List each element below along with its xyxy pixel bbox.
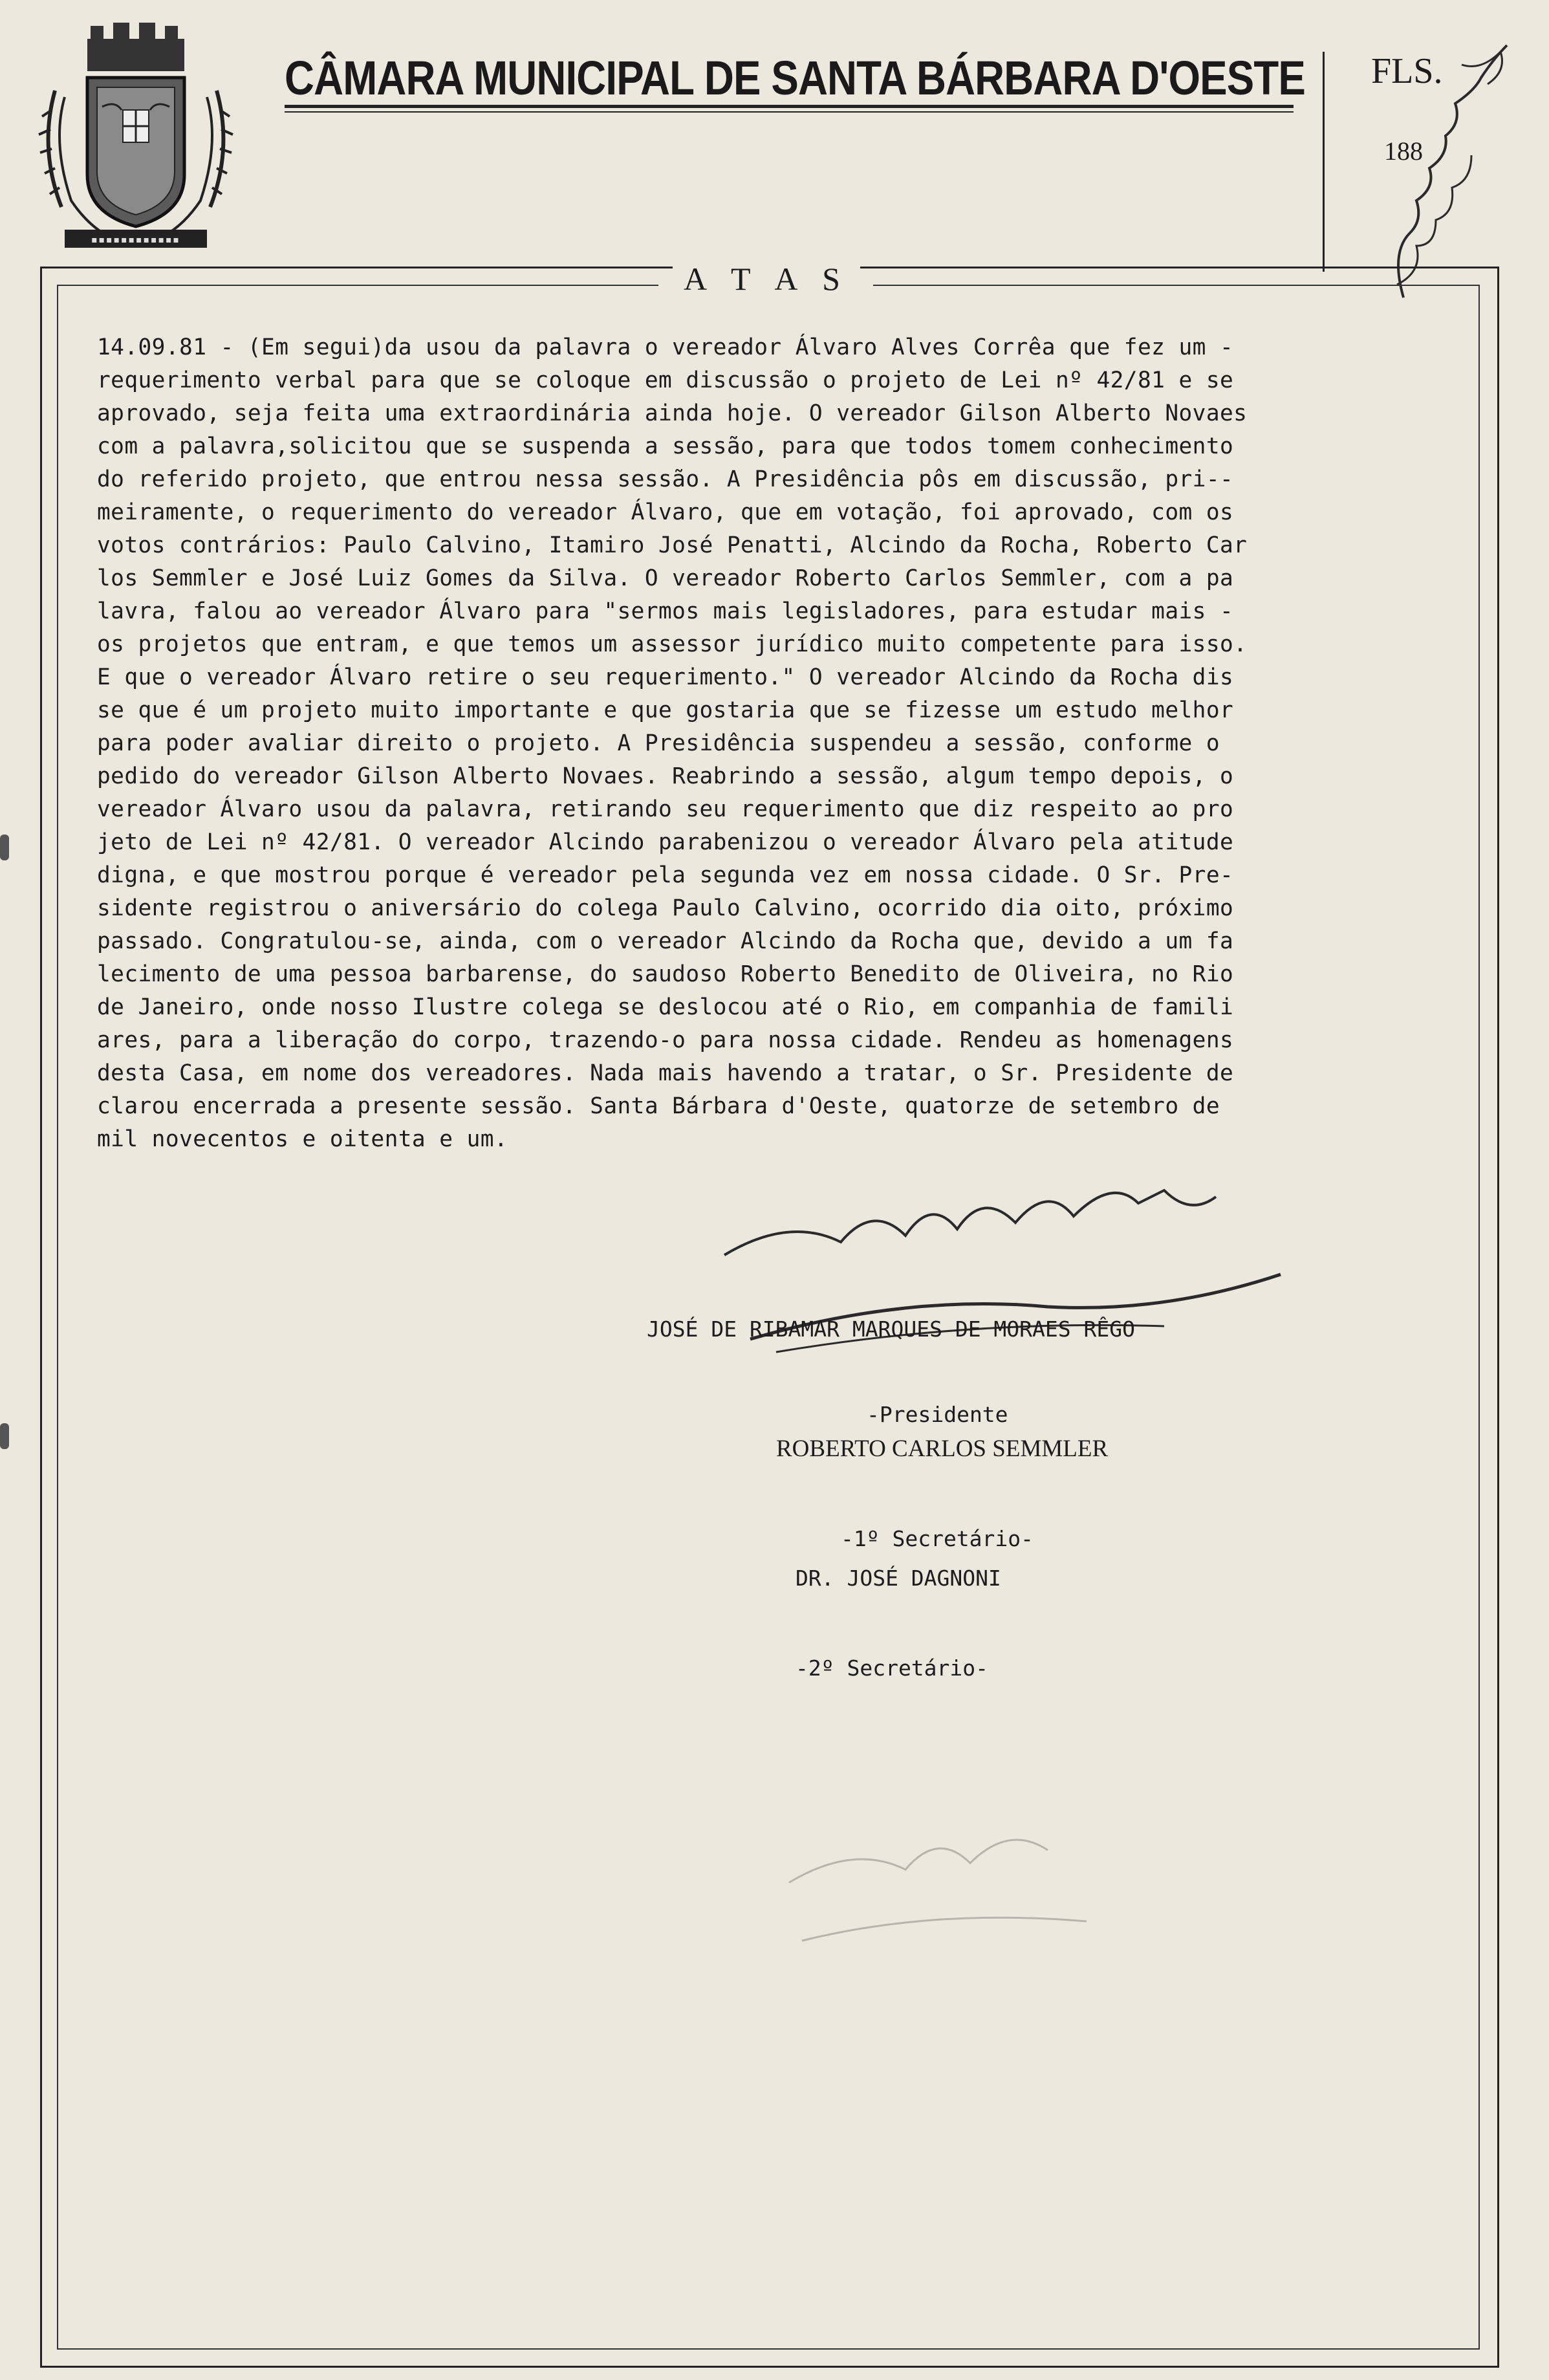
minutes-line: sidente registrou o aniversário do colega Paulo Calvino, ocorrido dia oito, próximo (97, 895, 1234, 921)
minutes-line: desta Casa, em nome dos vereadores. Nada mais havendo a tratar, o Sr. Presidente de (97, 1060, 1234, 1086)
minutes-line: pedido do vereador Gilson Alberto Novaes. Reabrindo a sessão, algum tempo depois, o (97, 763, 1234, 789)
president-role: -Presidente (867, 1402, 1008, 1427)
minutes-line: 14.09.81 - (Em segui)da usou da palavra o vereador Álvaro Alves Corrêa que fez um - (97, 334, 1234, 360)
header-rule-thick (285, 105, 1294, 108)
president-name: JOSÉ DE RIBAMAR MARQUES DE MORAES RÊGO (647, 1316, 1135, 1342)
first-secretary-name: ROBERTO CARLOS SEMMLER (776, 1436, 1109, 1462)
atas-rule-right (873, 285, 1479, 286)
minutes-line: vereador Álvaro usou da palavra, retirando seu requerimento que diz respeito ao pro (97, 796, 1234, 822)
minutes-line: lecimento de uma pessoa barbarense, do saudoso Roberto Benedito de Oliveira, no Rio (97, 961, 1234, 987)
header-rule-thin (285, 111, 1294, 113)
minutes-body (97, 331, 1449, 1156)
folio-divider (1323, 52, 1325, 272)
minutes-line: os projetos que entram, e que temos um assessor jurídico muito competente para isso. (97, 631, 1248, 657)
first-secretary-role: -1º Secretário- (841, 1526, 1034, 1551)
minutes-line: requerimento verbal para que se coloque em discussão o projeto de Lei nº 42/81 e se (97, 367, 1234, 393)
minutes-line: meiramente, o requerimento do vereador Álvaro, que em votação, foi aprovado, com os (97, 499, 1234, 525)
section-title: A T A S (673, 260, 860, 298)
atas-rule-left (57, 285, 658, 286)
minutes-line: votos contrários: Paulo Calvino, Itamiro José Penatti, Alcindo da Rocha, Roberto Car (97, 532, 1248, 558)
faint-seal-stamp (776, 1811, 1099, 2005)
minutes-line: se que é um projeto muito importante e que gostaria que se fizesse um estudo melhor (97, 697, 1234, 723)
second-secretary-name: DR. JOSÉ DAGNONI (796, 1566, 1001, 1591)
second-secretary-signature (796, 1507, 1001, 1716)
binding-mark-lower (0, 1423, 9, 1449)
minutes-line: lavra, falou ao vereador Álvaro para "sermos mais legisladores, para estudar mais - (97, 598, 1234, 624)
institution-title: CÂMARA MUNICIPAL DE SANTA BÁRBARA D'OESTE (285, 51, 1305, 105)
minutes-line: jeto de Lei nº 42/81. O vereador Alcindo parabenizou o vereador Álvaro pela atitude (97, 829, 1234, 855)
minutes-line: ares, para a liberação do corpo, trazendo-o para nossa cidade. Rendeu as homenagens (97, 1027, 1234, 1053)
second-secretary-role: -2º Secretário- (796, 1655, 989, 1681)
minutes-line: do referido projeto, que entrou nessa sessão. A Presidência pôs em discussão, pri-- (97, 466, 1234, 492)
folio-label: FLS. (1371, 51, 1443, 91)
minutes-line: para poder avaliar direito o projeto. A Presidência suspendeu a sessão, conforme o (97, 730, 1220, 756)
minutes-line: digna, e que mostrou porque é vereador pela segunda vez em nossa cidade. O Sr. Pre- (97, 862, 1234, 888)
minutes-line: los Semmler e José Luiz Gomes da Silva. O vereador Roberto Carlos Semmler, com a pa (97, 565, 1234, 591)
svg-text:▪▪▪▪▪▪▪▪▪▪▪▪: ▪▪▪▪▪▪▪▪▪▪▪▪ (91, 235, 180, 245)
minutes-line: aprovado, seja feita uma extraordinária ainda hoje. O vereador Gilson Alberto Novaes (97, 400, 1248, 426)
minutes-line: clarou encerrada a presente sessão. Santa Bárbara d'Oeste, quatorze de setembro de (97, 1093, 1220, 1119)
minutes-line: E que o vereador Álvaro retire o seu requerimento." O vereador Alcindo da Rocha dis (97, 664, 1234, 690)
minutes-line: passado. Congratulou-se, ainda, com o vereador Alcindo da Rocha que, devido a um fa (97, 928, 1234, 954)
binding-mark-upper (0, 835, 9, 860)
minutes-line: de Janeiro, onde nosso Ilustre colega se deslocou até o Rio, em companhia de famili (97, 994, 1234, 1020)
coat-of-arms-logo (26, 13, 246, 259)
minutes-line: com a palavra,solicitou que se suspenda a sessão, para que todos tomem conhecimento (97, 433, 1234, 459)
minutes-line: mil novecentos e oitenta e um. (97, 1126, 508, 1152)
folio-number: 188 (1384, 136, 1423, 166)
